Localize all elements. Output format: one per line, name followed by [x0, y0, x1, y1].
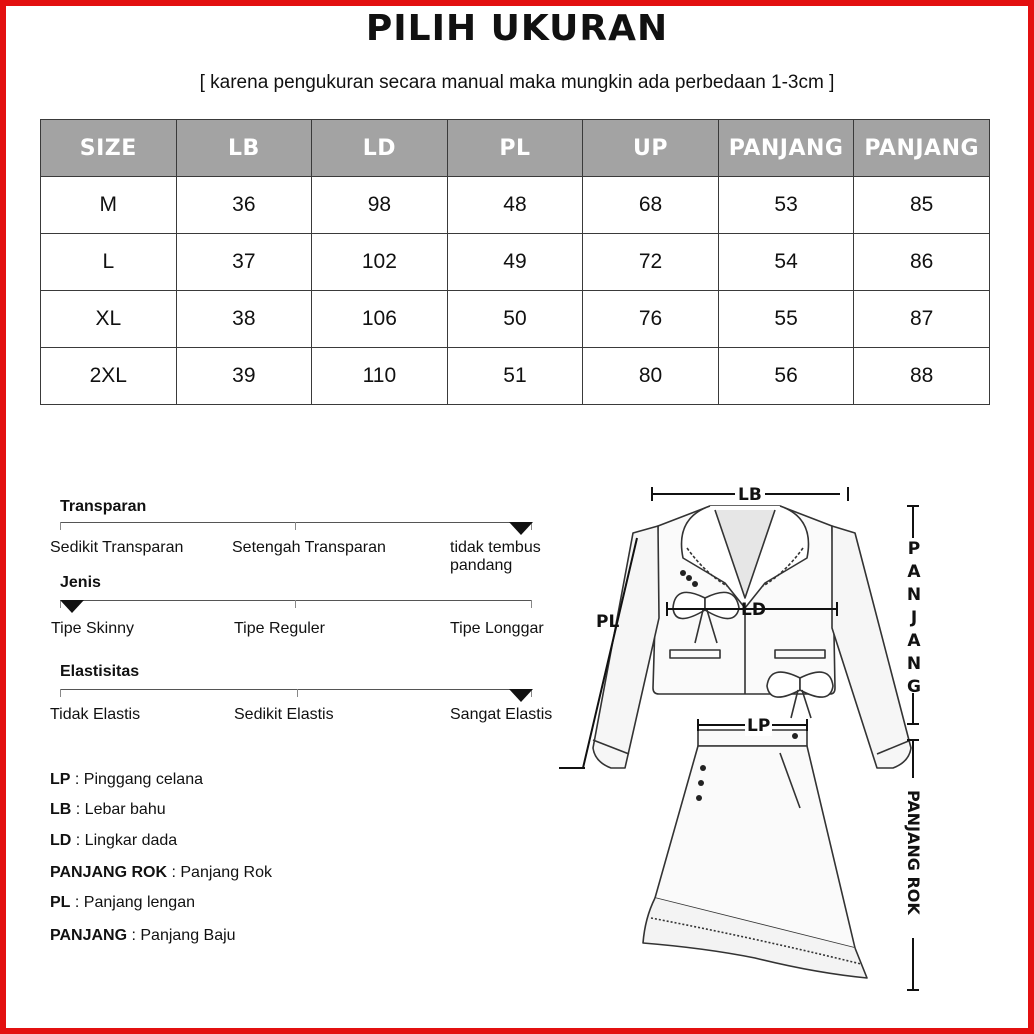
table-cell: 51: [447, 348, 583, 405]
panjang-letter: A: [907, 562, 921, 582]
legend-key: PANJANG: [50, 927, 128, 944]
scale-tick: [60, 522, 61, 530]
garment-illustration: [555, 478, 1015, 998]
attribute-title: Elastisitas: [60, 663, 140, 680]
attribute-scale-line: [60, 689, 532, 690]
table-cell: 38: [176, 291, 312, 348]
legend-key: PANJANG ROK: [50, 864, 168, 881]
table-cell: 80: [583, 348, 719, 405]
measurement-note: [ karena pengukuran secara manual maka mungkin ada perbedaan 1-3cm ]: [199, 72, 835, 93]
table-cell: 49: [447, 234, 583, 291]
legend-item-panjang: [50, 927, 236, 945]
attribute-option: tidak tembus pandang: [450, 539, 541, 574]
legend-key: LB: [50, 801, 72, 818]
table-header-row: [41, 120, 990, 177]
attribute-title: Transparan: [60, 498, 147, 515]
attribute-scale-line: [60, 522, 532, 523]
legend-item-ld: [50, 832, 177, 850]
table-cell: 50: [447, 291, 583, 348]
table-row: [41, 291, 990, 348]
table-cell: 37: [176, 234, 312, 291]
ld-label: LD: [741, 600, 766, 620]
legend-key: PL: [50, 894, 71, 911]
attribute-option: Sedikit Transparan: [50, 539, 184, 556]
header-up: UP: [583, 120, 719, 177]
legend-desc: : Lebar bahu: [71, 801, 166, 818]
header-panjang: PANJANG: [718, 120, 854, 177]
attribute-option: Sedikit Elastis: [234, 706, 334, 723]
page-title: PILIH UKURAN: [365, 8, 669, 49]
table-cell: 85: [854, 177, 990, 234]
attribute-title: Jenis: [60, 574, 101, 591]
table-cell: 106: [312, 291, 448, 348]
panjang-letter: J: [910, 608, 918, 628]
table-cell: 76: [583, 291, 719, 348]
panjang-label: [904, 538, 924, 699]
scale-tick: [60, 689, 61, 697]
legend-desc: : Panjang Baju: [127, 927, 236, 944]
scale-tick: [297, 689, 298, 697]
panjang-letter: P: [907, 539, 921, 559]
panjang-letter: N: [906, 654, 922, 674]
table-cell: 110: [312, 348, 448, 405]
table-cell: 56: [718, 348, 854, 405]
scale-tick: [531, 600, 532, 608]
header-panjang-rok: PANJANG: [854, 120, 990, 177]
table-cell: XL: [41, 291, 177, 348]
legend-desc: : Pinggang celana: [70, 771, 203, 788]
attribute-option: Sangat Elastis: [450, 706, 553, 723]
legend-item-panjang-rok: [50, 864, 272, 882]
legend-item-lp: [50, 771, 203, 789]
selected-marker-icon: [60, 600, 84, 613]
attribute-option: Tipe Longgar: [450, 620, 544, 637]
table-cell: 87: [854, 291, 990, 348]
size-table: [40, 119, 990, 405]
scale-tick: [295, 600, 296, 608]
table-cell: L: [41, 234, 177, 291]
table-row: [41, 177, 990, 234]
legend-item-lb: [50, 801, 166, 819]
table-cell: 68: [583, 177, 719, 234]
panjang-letter: G: [907, 677, 921, 697]
lb-label: LB: [735, 485, 765, 505]
selected-marker-icon: [509, 689, 533, 702]
pl-label: PL: [596, 612, 620, 632]
header-size: SIZE: [41, 120, 177, 177]
legend-key: LP: [50, 771, 71, 788]
table-cell: 88: [854, 348, 990, 405]
legend-desc: : Lingkar dada: [71, 832, 178, 849]
attribute-option: Tipe Reguler: [234, 620, 326, 637]
table-row: [41, 234, 990, 291]
attribute-scale-line: [60, 600, 532, 601]
lp-label: LP: [747, 716, 771, 736]
table-cell: 102: [312, 234, 448, 291]
table-cell: 98: [312, 177, 448, 234]
legend-key: LD: [50, 832, 72, 849]
legend-item-pl: [50, 894, 195, 912]
table-cell: 55: [718, 291, 854, 348]
table-cell: 53: [718, 177, 854, 234]
garment-diagram: [555, 478, 1015, 998]
table-cell: 39: [176, 348, 312, 405]
panjang-letter: N: [906, 585, 922, 605]
header-pl: PL: [447, 120, 583, 177]
table-row: [41, 348, 990, 405]
table-cell: 48: [447, 177, 583, 234]
table-cell: 54: [718, 234, 854, 291]
panjang-rok-label: PANJANG ROK: [904, 790, 923, 915]
table-cell: 86: [854, 234, 990, 291]
attribute-option: Tidak Elastis: [50, 706, 141, 723]
table-cell: 72: [583, 234, 719, 291]
legend-desc: : Panjang Rok: [167, 864, 272, 881]
legend-desc: : Panjang lengan: [70, 894, 195, 911]
table-cell: 36: [176, 177, 312, 234]
attribute-option: Setengah Transparan: [232, 539, 386, 556]
attribute-option: Tipe Skinny: [51, 620, 134, 637]
table-cell: 2XL: [41, 348, 177, 405]
header-ld: LD: [312, 120, 448, 177]
panjang-letter: A: [907, 631, 921, 651]
header-lb: LB: [176, 120, 312, 177]
table-cell: M: [41, 177, 177, 234]
scale-tick: [295, 522, 296, 530]
selected-marker-icon: [509, 522, 533, 535]
